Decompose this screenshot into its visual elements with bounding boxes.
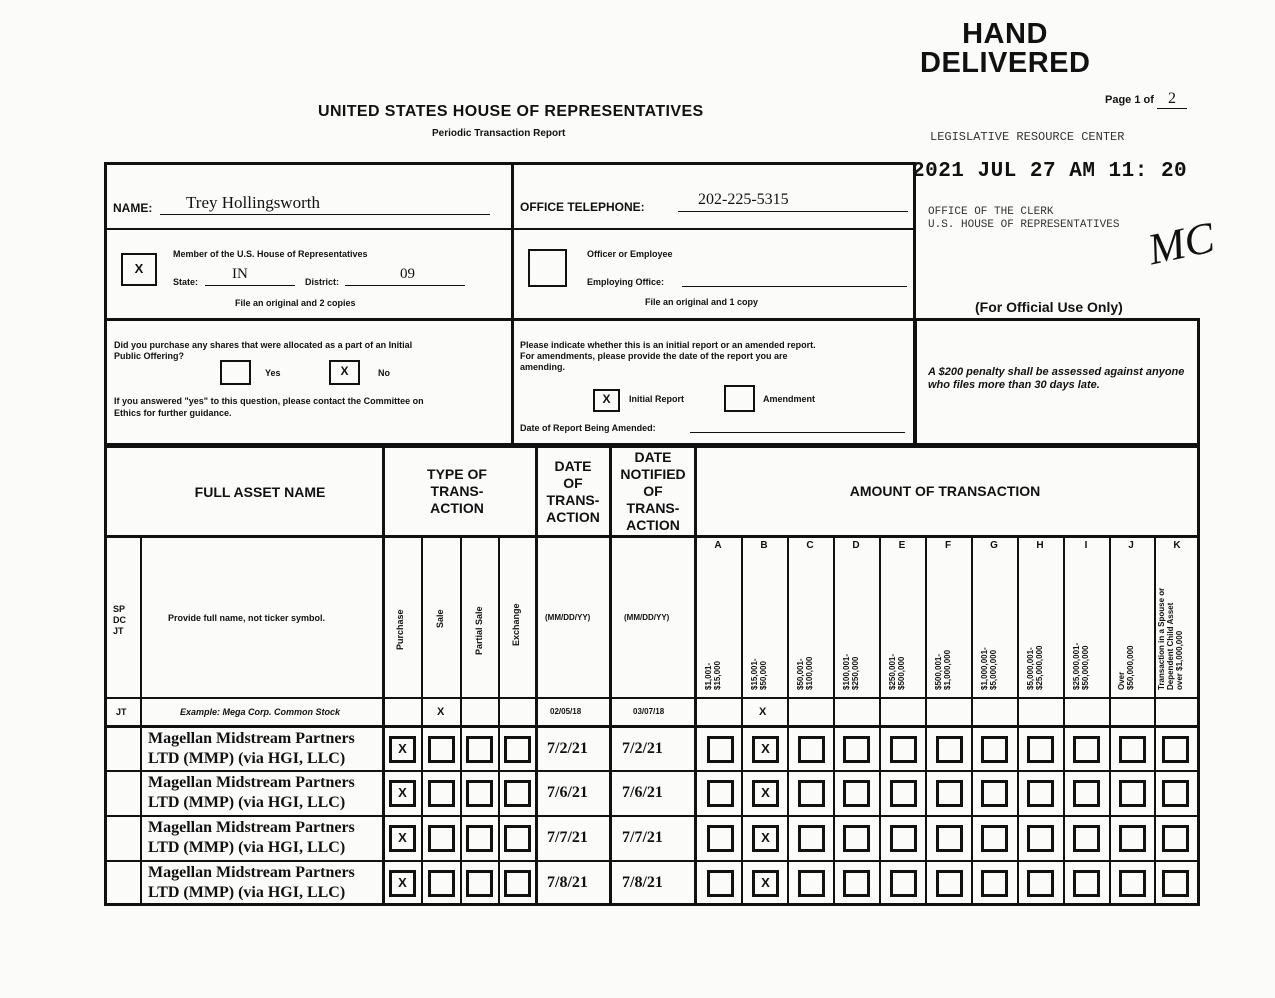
type-checkbox-purchase[interactable]: X <box>389 870 416 897</box>
row-notified-date: 7/2/21 <box>622 740 663 757</box>
district-value: 09 <box>400 266 415 282</box>
row-asset-line1: Magellan Midstream Partners <box>148 774 355 791</box>
received-date-stamp: 2021 JUL 27 AM 11: 20 <box>912 160 1188 183</box>
amount-checkbox-k[interactable] <box>1162 736 1189 763</box>
office-phone: 202-225-5315 <box>698 191 789 208</box>
owner-label: SP DC JT <box>113 604 126 636</box>
clerk-stamp: OFFICE OF THE CLERK U.S. HOUSE OF REPRESENTATIVES <box>928 206 1120 231</box>
row-transaction-date: 7/8/21 <box>547 874 588 891</box>
amount-checkbox-e[interactable] <box>890 780 917 807</box>
officer-checkbox[interactable] <box>528 249 567 287</box>
row-asset-line1: Magellan Midstream Partners <box>148 730 355 747</box>
amount-checkbox-f[interactable] <box>936 825 963 852</box>
amount-checkbox-a[interactable] <box>707 825 734 852</box>
amount-checkbox-e[interactable] <box>890 736 917 763</box>
col-letter-a: A <box>714 540 722 551</box>
official-use-label: (For Official Use Only) <box>975 299 1123 315</box>
district-label: District: <box>305 277 340 287</box>
amended-date-label: Date of Report Being Amended: <box>520 423 656 433</box>
amount-checkbox-b[interactable]: X <box>752 870 779 897</box>
type-checkbox-purchase[interactable]: X <box>389 736 416 763</box>
amount-checkbox-i[interactable] <box>1073 870 1100 897</box>
range-k: Transaction in a Spouse or Dependent Child Asset over $1,000,000 <box>1157 587 1184 690</box>
row-asset-line1: Magellan Midstream Partners <box>148 864 355 881</box>
amount-checkbox-h[interactable] <box>1027 870 1054 897</box>
ipo-question-line1: Did you purchase any shares that were allocated as a part of an Initial <box>114 340 413 350</box>
ipo-yes-checkbox[interactable] <box>220 360 251 385</box>
ipo-no-checkbox[interactable]: X <box>329 360 360 385</box>
amount-checkbox-k[interactable] <box>1162 780 1189 807</box>
amount-checkbox-k[interactable] <box>1162 825 1189 852</box>
member-checkbox[interactable]: X <box>121 253 157 286</box>
range-d: $100,001- $250,000 <box>842 653 860 690</box>
partial-sale-col-label: Partial Sale <box>474 606 484 655</box>
amount-checkbox-h[interactable] <box>1027 780 1054 807</box>
asset-hint: Provide full name, not ticker symbol. <box>168 613 326 623</box>
amount-checkbox-j[interactable] <box>1119 736 1146 763</box>
type-checkbox-sale[interactable] <box>428 780 455 807</box>
col-letter-k: K <box>1173 540 1181 551</box>
amount-checkbox-c[interactable] <box>798 736 825 763</box>
purchase-col-label: Purchase <box>395 609 405 650</box>
ipo-guidance-line1: If you answered "yes" to this question, please contact the Committee on <box>114 396 424 406</box>
row-asset-line2: LTD (MMP) (via HGI, LLC) <box>148 839 346 856</box>
legislative-center-stamp: LEGISLATIVE RESOURCE CENTER <box>930 130 1125 144</box>
type-checkbox-partial-sale[interactable] <box>466 870 493 897</box>
col-letter-f: F <box>944 540 952 551</box>
form-subtitle: Periodic Transaction Report <box>432 128 566 139</box>
notified-format-label: (MM/DD/YY) <box>624 613 670 622</box>
example-notified: 03/07/18 <box>633 707 665 716</box>
type-checkbox-exchange[interactable] <box>504 780 531 807</box>
amount-checkbox-h[interactable] <box>1027 825 1054 852</box>
type-checkbox-purchase[interactable]: X <box>389 780 416 807</box>
ipo-yes-label: Yes <box>265 368 281 378</box>
asset-name-header: FULL ASSET NAME <box>194 484 326 500</box>
member-note: File an original and 2 copies <box>235 298 356 308</box>
form-title: UNITED STATES HOUSE OF REPRESENTATIVES <box>318 103 704 120</box>
range-j: Over $50,000,000 <box>1117 645 1135 690</box>
amount-checkbox-f[interactable] <box>936 736 963 763</box>
date-format-label: (MM/DD/YY) <box>545 613 591 622</box>
amount-checkbox-e[interactable] <box>890 825 917 852</box>
range-h: $5,000,001- $25,000,000 <box>1026 645 1044 690</box>
amount-checkbox-j[interactable] <box>1119 780 1146 807</box>
amendment-label: Amendment <box>763 394 816 404</box>
amount-checkbox-j[interactable] <box>1119 870 1146 897</box>
name-label: NAME: <box>113 201 153 215</box>
col-letter-j: J <box>1128 540 1134 551</box>
report-type-text-line1: Please indicate whether this is an initial report or an amended report. <box>520 340 816 350</box>
sale-col-label: Sale <box>435 609 445 628</box>
type-checkbox-partial-sale[interactable] <box>466 825 493 852</box>
filer-name: Trey Hollingsworth <box>186 193 320 212</box>
range-a: $1,001- $15,000 <box>704 661 722 690</box>
col-letter-g: G <box>990 540 998 551</box>
amount-checkbox-i[interactable] <box>1073 780 1100 807</box>
officer-note: File an original and 1 copy <box>645 297 759 307</box>
type-header: TYPE OF TRANS- ACTION <box>427 466 487 516</box>
amount-checkbox-f[interactable] <box>936 870 963 897</box>
member-label: Member of the U.S. House of Representatives <box>173 249 368 259</box>
initials-signature: MC <box>1143 212 1219 275</box>
amount-checkbox-i[interactable] <box>1073 736 1100 763</box>
date-header: DATE OF TRANS- ACTION <box>546 458 600 525</box>
employing-office-label: Employing Office: <box>587 277 665 287</box>
range-c: $50,001- $100,000 <box>796 656 814 690</box>
col-letter-e: E <box>898 540 906 551</box>
col-letter-d: D <box>852 540 860 551</box>
row-transaction-date: 7/7/21 <box>547 829 588 846</box>
example-date: 02/05/18 <box>550 707 582 716</box>
report-type-text-line2: For amendments, please provide the date of the report you are <box>520 351 788 361</box>
amount-checkbox-i[interactable] <box>1073 825 1100 852</box>
ipo-guidance-line2: Ethics for further guidance. <box>114 408 232 418</box>
example-owner: JT <box>116 707 127 717</box>
exchange-col-label: Exchange <box>511 603 521 646</box>
range-i: $25,000,001- $50,000,000 <box>1072 642 1090 690</box>
row-asset-line2: LTD (MMP) (via HGI, LLC) <box>148 884 346 901</box>
row-notified-date: 7/8/21 <box>622 874 663 891</box>
amount-checkbox-g[interactable] <box>981 825 1008 852</box>
type-checkbox-exchange[interactable] <box>504 870 531 897</box>
amount-checkbox-a[interactable] <box>707 736 734 763</box>
notified-header: DATE NOTIFIED OF TRANS- ACTION <box>620 449 686 533</box>
amount-checkbox-f[interactable] <box>936 780 963 807</box>
type-checkbox-purchase[interactable]: X <box>389 825 416 852</box>
hand-delivered-stamp: HAND DELIVERED <box>920 18 1091 79</box>
amount-checkbox-c[interactable] <box>798 825 825 852</box>
initial-report-label: Initial Report <box>629 394 685 404</box>
ipo-question-line2: Public Offering? <box>114 351 185 361</box>
amount-checkbox-e[interactable] <box>890 870 917 897</box>
row-notified-date: 7/7/21 <box>622 829 663 846</box>
state-label: State: <box>173 277 199 287</box>
amount-checkbox-d[interactable] <box>843 736 870 763</box>
amount-checkbox-a[interactable] <box>707 780 734 807</box>
amount-checkbox-c[interactable] <box>798 780 825 807</box>
example-sale-mark: X <box>437 706 445 718</box>
row-asset-line1: Magellan Midstream Partners <box>148 819 355 836</box>
type-checkbox-partial-sale[interactable] <box>466 736 493 763</box>
range-g: $1,000,001- $5,000,000 <box>980 647 998 690</box>
report-type-text-line3: amending. <box>520 362 566 372</box>
amount-checkbox-b[interactable]: X <box>752 825 779 852</box>
row-asset-line2: LTD (MMP) (via HGI, LLC) <box>148 794 346 811</box>
amount-checkbox-b[interactable]: X <box>752 780 779 807</box>
page-number: Page 1 of 2 <box>1105 90 1187 109</box>
example-asset: Example: Mega Corp. Common Stock <box>180 707 341 717</box>
phone-label: OFFICE TELEPHONE: <box>520 200 645 214</box>
col-letter-i: I <box>1084 540 1088 551</box>
row-transaction-date: 7/2/21 <box>547 740 588 757</box>
amount-checkbox-h[interactable] <box>1027 736 1054 763</box>
range-e: $250,001- $500,000 <box>888 653 906 690</box>
type-checkbox-sale[interactable] <box>428 870 455 897</box>
officer-label: Officer or Employee <box>587 249 673 259</box>
row-transaction-date: 7/6/21 <box>547 784 588 801</box>
initial-report-checkbox[interactable]: X <box>593 389 620 412</box>
example-amount-mark: X <box>759 706 767 718</box>
amount-checkbox-d[interactable] <box>843 870 870 897</box>
range-b: $15,001- $50,000 <box>750 658 768 690</box>
amount-checkbox-g[interactable] <box>981 870 1008 897</box>
ipo-no-label: No <box>378 368 390 378</box>
amount-checkbox-d[interactable] <box>843 825 870 852</box>
row-notified-date: 7/6/21 <box>622 784 663 801</box>
col-letter-b: B <box>760 540 768 551</box>
amount-checkbox-g[interactable] <box>981 736 1008 763</box>
amount-checkbox-g[interactable] <box>981 780 1008 807</box>
late-penalty-notice: A $200 penalty shall be assessed against anyone who files more than 30 days late. <box>928 366 1185 391</box>
range-f: $500,001- $1,000,000 <box>934 649 952 690</box>
state-value: IN <box>232 266 248 282</box>
amount-checkbox-b[interactable]: X <box>752 736 779 763</box>
amount-checkbox-k[interactable] <box>1162 870 1189 897</box>
type-checkbox-exchange[interactable] <box>504 825 531 852</box>
type-checkbox-sale[interactable] <box>428 825 455 852</box>
type-checkbox-exchange[interactable] <box>504 736 531 763</box>
amount-checkbox-d[interactable] <box>843 780 870 807</box>
col-letter-h: H <box>1036 540 1044 551</box>
type-checkbox-sale[interactable] <box>428 736 455 763</box>
amount-checkbox-c[interactable] <box>798 870 825 897</box>
col-letter-c: C <box>806 540 814 551</box>
row-asset-line2: LTD (MMP) (via HGI, LLC) <box>148 750 346 767</box>
amount-checkbox-a[interactable] <box>707 870 734 897</box>
amount-checkbox-j[interactable] <box>1119 825 1146 852</box>
amendment-checkbox[interactable] <box>724 385 755 412</box>
type-checkbox-partial-sale[interactable] <box>466 780 493 807</box>
amount-header: AMOUNT OF TRANSACTION <box>849 483 1041 499</box>
